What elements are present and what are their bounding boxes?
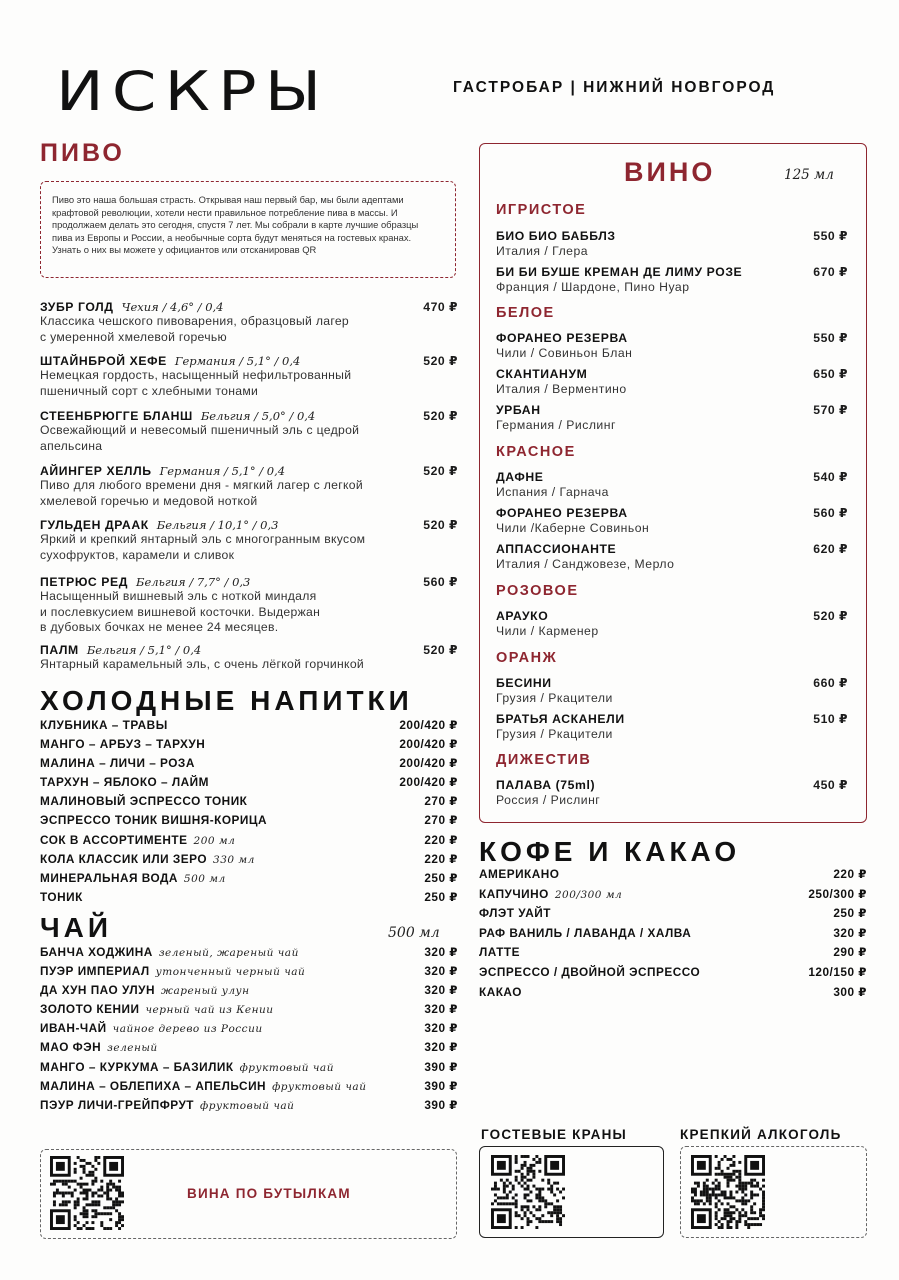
tea-item-note: черный чай из Кении [145,1004,274,1017]
coffee-item [479,945,867,965]
wine-category-title: БЕЛОЕ [496,305,555,321]
wine-item [496,367,848,397]
beer-item-header [40,300,458,314]
wine-price: 550 ₽ [813,229,848,243]
beer-spec: Бельгия / 5,1° / 0,4 [86,643,202,657]
wine-item [496,778,848,808]
coffee-list [479,867,867,1004]
wine-price: 550 ₽ [813,331,848,345]
wine-price: 560 ₽ [813,506,848,520]
beer-price: 560 ₽ [423,575,458,589]
beer-price: 520 ₽ [423,518,458,532]
beer-item-header [40,518,458,532]
beer-description: с умеренной хмелевой горечью [40,329,227,344]
tea-item-price: 390 ₽ [424,1078,458,1093]
beer-description: Насыщенный вишневый эль с ноткой миндаля [40,589,317,603]
beer-name: ШТАЙНБРОЙ ХЕФЕ [40,354,167,368]
wine-item-header [496,470,848,484]
coffee-item-note: 200/300 мл [554,888,623,901]
tea-item-note: зеленый [107,1042,158,1055]
coffee-item-price: 250/300 ₽ [808,886,867,901]
coffee-item [479,926,867,946]
tea-item [40,1098,458,1117]
coffee-item-name: АМЕРИКАНО [479,867,560,881]
beer-item [40,575,458,636]
wine-name: АРАУКО [496,609,549,623]
beer-intro-text: Пиво это наша большая страсть. Открывая наш первый бар, мы были адептами крафтовой революции, хотели нести правильное потребление пива в массы. И продолжаем делать это сегодня, спустя 7 лет. Мы собрали в карте лучшие образцы пива из Европы и России, а необычные сорта будут меняться на гостевых кранах. Узнать о них вы можете у официантов или отсканировав QR [52,194,419,256]
coffee-item-price: 320 ₽ [833,925,867,940]
tea-item-name: МАНГО – КУРКУМА – БАЗИЛИК [40,1059,234,1074]
qr-code-icon[interactable] [491,1155,565,1234]
wine-item-header [496,712,848,726]
beer-price: 520 ₽ [423,409,458,423]
wine-item [496,506,848,536]
wine-name: БИО БИО БАББЛЗ [496,229,616,243]
wine-price: 660 ₽ [813,676,848,690]
beer-price: 520 ₽ [423,464,458,478]
tea-item-note: утонченный черный чай [155,966,306,979]
cold-drink-item-price: 200/420 ₽ [399,718,458,732]
beer-description: пшеничный сорт с хлебными тонами [40,383,259,398]
tea-item-name: ЗОЛОТО КЕНИИ [40,1002,140,1017]
wine-name: БЕСИНИ [496,676,552,690]
wine-origin: Грузия / Ркацители [496,691,613,705]
wine-item [496,542,848,572]
wine-origin: Чили /Каберне Совиньон [496,521,650,535]
cold-drink-item [40,756,458,775]
wine-volume: 125 мл [784,167,834,183]
tea-item-price: 320 ₽ [424,964,458,979]
beer-item [40,643,458,673]
wine-category-title: КРАСНОЕ [496,444,576,460]
beer-spec: Германия / 5,1° / 0,4 [174,354,301,368]
wine-origin: Чили / Карменер [496,624,599,638]
beer-description: Янтарный карамельный эль, с очень лёгкой горчинкой [40,657,365,671]
tea-item-note: фруктовый чай [272,1080,367,1093]
coffee-item [479,887,867,907]
section-title-wine: ВИНО [624,157,716,187]
wine-name: БРАТЬЯ АСКАНЕЛИ [496,712,625,726]
cold-drink-item [40,833,458,852]
cold-drink-item-name: ТОНИК [40,889,83,904]
beer-item-header [40,464,458,478]
coffee-item [479,867,867,887]
strong-alcohol-label: КРЕПКИЙ АЛКОГОЛЬ [680,1127,842,1142]
coffee-item [479,985,867,1005]
cold-drink-item [40,813,458,832]
beer-price: 520 ₽ [423,354,458,368]
coffee-item-price: 300 ₽ [833,984,867,999]
wine-price: 570 ₽ [813,403,848,417]
tea-item [40,945,458,964]
cold-drink-item-price: 200/420 ₽ [399,756,458,771]
cold-drink-item-price: 250 ₽ [424,870,458,885]
beer-item [40,300,458,345]
wine-item-header [496,506,848,520]
cold-drink-item-price: 220 ₽ [424,851,458,866]
wine-origin: Германия / Рислинг [496,418,616,432]
cold-drink-item [40,852,458,871]
wine-item [496,265,848,295]
tea-item-price: 390 ₽ [424,1097,458,1112]
brand-logo: ИСКРЫ [56,60,330,123]
tea-item-price: 320 ₽ [424,945,458,959]
cold-drink-item-price: 200/420 ₽ [399,737,458,752]
cold-drink-item-price: 200/420 ₽ [399,775,458,790]
coffee-item-name: РАФ ВАНИЛЬ / ЛАВАНДА / ХАЛВА [479,925,692,940]
cold-drink-item [40,890,458,909]
cold-drink-item-name: ЭСПРЕССО ТОНИК ВИШНЯ-КОРИЦА [40,813,268,828]
beer-description: Освежайющий и невесомый пшеничный эль с цедрой [40,423,360,437]
wine-origin: Италия / Глера [496,244,589,258]
tea-item [40,1040,458,1059]
tea-item-price: 390 ₽ [424,1059,458,1074]
tea-volume: 500 мл [388,925,440,941]
beer-description: Классика чешского пивоварения, образцовый лагер [40,314,349,328]
cold-drink-item-name: ТАРХУН – ЯБЛОКО – ЛАЙМ [40,775,209,790]
beer-item-header [40,409,458,423]
tea-item-name: МАО ФЭН [40,1040,102,1055]
beer-price: 470 ₽ [423,300,458,314]
tea-item [40,983,458,1002]
wine-item-header [496,676,848,690]
wine-name: ФОРАНЕО РЕЗЕРВА [496,506,628,520]
beer-description: и послевкусием вишневой косточки. Выдержан [40,604,321,619]
section-title-tea: ЧАЙ [40,912,113,943]
beer-name: ГУЛЬДЕН ДРААК [40,518,149,532]
wine-item-header [496,265,848,279]
qr-code-icon[interactable] [50,1156,124,1235]
cold-drink-item-price: 270 ₽ [424,813,458,828]
wine-item [496,470,848,500]
wine-name: ДАФНЕ [496,470,544,484]
bottles-label[interactable]: ВИНА ПО БУТЫЛКАМ [187,1186,351,1201]
cold-drink-item-name: КОЛА КЛАССИК ИЛИ ЗЕРО [40,851,208,866]
cold-drink-item-note: 330 мл [213,853,255,866]
cold-drink-item-name: МАНГО – АРБУЗ – ТАРХУН [40,737,206,752]
cold-drink-item [40,737,458,756]
tea-item-price: 320 ₽ [424,1002,458,1017]
cold-drink-item-name: МИНЕРАЛЬНАЯ ВОДА [40,870,178,885]
tea-item-name: ПЭУР ЛИЧИ-ГРЕЙПФРУТ [40,1097,195,1112]
cold-drink-item-name: КЛУБНИКА – ТРАВЫ [40,718,168,732]
beer-description: сухофруктов, карамели и сливок [40,547,235,562]
tea-item-note: зеленый, жареный чай [158,947,299,959]
cold-drink-item [40,775,458,794]
wine-name: УРБАН [496,403,541,417]
wine-origin: Италия / Верментино [496,382,627,396]
tea-item-note: чайное дерево из России [112,1023,263,1036]
beer-item [40,518,458,563]
beer-item [40,464,458,509]
wine-name: БИ БИ БУШЕ КРЕМАН ДЕ ЛИМУ РОЗЕ [496,265,743,279]
wine-name: АППАССИОНАНТЕ [496,542,617,556]
wine-price: 650 ₽ [813,367,848,381]
tea-list [40,945,458,1117]
coffee-item-name: КАКАО [479,984,522,999]
wine-price: 620 ₽ [813,542,848,556]
beer-name: АЙИНГЕР ХЕЛЛЬ [40,464,152,478]
wine-item-header [496,229,848,243]
beer-item-header [40,354,458,368]
wine-origin: Грузия / Ркацители [496,727,613,741]
beer-spec: Чехия / 4,6° / 0,4 [121,300,224,314]
coffee-item-name: ЭСПРЕССО / ДВОЙНОЙ ЭСПРЕССО [479,964,701,979]
coffee-item-price: 250 ₽ [833,906,867,921]
tea-item-name: МАЛИНА – ОБЛЕПИХА – АПЕЛЬСИН [40,1078,267,1093]
tea-item-note: фруктовый чай [239,1061,334,1074]
wine-item [496,676,848,706]
coffee-item-name: ЛАТТЕ [479,945,520,960]
tea-item [40,1021,458,1040]
beer-item [40,354,458,399]
coffee-item-price: 120/150 ₽ [808,964,867,979]
wine-item [496,712,848,742]
coffee-item [479,965,867,985]
cold-drink-item [40,794,458,813]
section-title-coffee: КОФЕ И КАКАО [479,836,741,867]
beer-name: ЗУБР ГОЛД [40,300,114,314]
tea-item [40,1060,458,1079]
coffee-item-price: 220 ₽ [833,867,867,881]
wine-item [496,331,848,361]
guest-taps-label: ГОСТЕВЫЕ КРАНЫ [481,1127,627,1142]
tea-item-price: 320 ₽ [424,983,458,998]
beer-description: в дубовых бочках не менее 24 месяцев. [40,620,279,634]
cold-drinks-list [40,718,458,909]
cold-drink-item-price: 220 ₽ [424,832,458,847]
wine-origin: Италия / Санджовезе, Мерло [496,557,675,571]
wine-item-header [496,609,848,623]
wine-origin: Чили / Совиньон Блан [496,346,633,360]
wine-item [496,229,848,259]
wine-origin: Россия / Рислинг [496,793,601,807]
tea-item-price: 320 ₽ [424,1021,458,1036]
section-title-beer: ПИВО [40,139,125,167]
cold-drink-item [40,871,458,890]
beer-spec: Бельгия / 7,7° / 0,3 [136,575,251,589]
tea-item-name: ИВАН-ЧАЙ [40,1021,107,1036]
cold-drink-item-name: СОК В АССОРТИМЕНТЕ [40,832,188,847]
wine-item [496,609,848,639]
beer-description: хмелевой горечью и медовой ноткой [40,493,258,508]
wine-item-header [496,403,848,417]
tea-item [40,1079,458,1098]
coffee-item-name: КАПУЧИНО [479,886,549,901]
beer-description: Пиво для любого времени дня - мягкий лагер с легкой [40,478,363,492]
wine-origin: Испания / Гарнача [496,485,609,499]
beer-description: апельсина [40,438,103,453]
tea-item [40,1002,458,1021]
cold-drink-item-name: МАЛИНОВЫЙ ЭСПРЕССО ТОНИК [40,794,248,809]
tea-item-name: ДА ХУН ПАО УЛУН [40,983,156,998]
cold-drink-item-note: 200 мл [193,834,236,847]
beer-item-header [40,575,458,589]
wine-item-header [496,778,848,792]
coffee-item-price: 290 ₽ [833,945,867,960]
beer-intro-box [40,181,456,278]
wine-name: ПАЛАВА (75ml) [496,778,596,792]
cold-drink-item-note: 500 мл [183,872,226,885]
beer-name: СТЕЕНБРЮГГЕ БЛАНШ [40,409,193,423]
cold-drink-item-price: 270 ₽ [424,794,458,809]
beer-spec: Бельгия / 5,0° / 0,4 [200,409,316,423]
section-title-cold-drinks: ХОЛОДНЫЕ НАПИТКИ [40,685,413,716]
coffee-item-name: ФЛЭТ УАЙТ [479,906,551,921]
wine-item-header [496,367,848,381]
beer-item [40,409,458,454]
wine-name: СКАНТИАНУМ [496,367,588,381]
cold-drink-item-name: МАЛИНА – ЛИЧИ – РОЗА [40,756,195,771]
qr-code-icon[interactable] [691,1155,765,1234]
wine-item-header [496,542,848,556]
tea-item-name: ПУЭР ИМПЕРИАЛ [40,964,150,979]
tea-item-note: фруктовый чай [200,1099,295,1112]
tagline: ГАСТРОБАР | НИЖНИЙ НОВГОРОД [453,79,776,96]
wine-name: ФОРАНЕО РЕЗЕРВА [496,331,628,345]
wine-price: 510 ₽ [813,712,848,726]
wine-item-header [496,331,848,345]
beer-description: Яркий и крепкий янтарный эль с многогранным вкусом [40,532,366,546]
wine-price: 670 ₽ [813,265,848,279]
cold-drink-item-price: 250 ₽ [424,889,458,904]
beer-item-header [40,643,458,657]
tea-item-name: БАНЧА ХОДЖИНА [40,945,153,959]
wine-category-title: ОРАНЖ [496,650,558,666]
wine-origin: Франция / Шардоне, Пино Нуар [496,280,690,294]
tea-item [40,964,458,983]
beer-description: Немецкая гордость, насыщенный нефильтрованный [40,368,352,382]
cold-drink-item [40,718,458,737]
tea-item-note: жареный улун [161,985,250,998]
wine-price: 540 ₽ [813,470,848,484]
wine-category-title: РОЗОВОЕ [496,583,579,599]
wine-price: 520 ₽ [813,609,848,623]
beer-name: ПАЛМ [40,643,79,657]
beer-name: ПЕТРЮС РЕД [40,575,128,589]
beer-spec: Германия / 5,1° / 0,4 [159,464,286,478]
wine-category-title: ДИЖЕСТИВ [496,752,592,768]
wine-item [496,403,848,433]
wine-category-title: ИГРИСТОЕ [496,202,587,218]
beer-price: 520 ₽ [423,643,458,657]
wine-price: 450 ₽ [813,778,848,792]
coffee-item [479,906,867,926]
tea-item-price: 320 ₽ [424,1040,458,1055]
beer-spec: Бельгия / 10,1° / 0,3 [156,518,279,532]
